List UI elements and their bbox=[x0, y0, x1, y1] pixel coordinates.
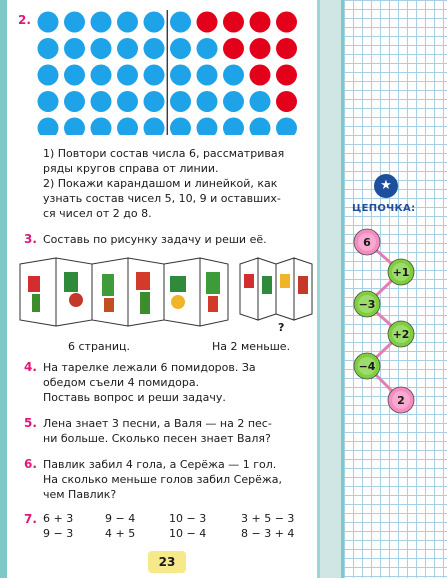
task-4-line-1: На тарелке лежали 6 помидоров. За bbox=[43, 361, 256, 374]
task-2-line-4: узнать состав чисел 5, 10, 9 и оставших- bbox=[43, 192, 281, 205]
task-6-line-1: Павлик забил 4 гола, а Серёжа — 1 гол. bbox=[43, 458, 277, 471]
task-3-line-1: Составь по рисунку задачу и реши её. bbox=[43, 233, 267, 246]
expression: 8 − 3 + 4 bbox=[241, 527, 295, 540]
chain-node bbox=[388, 321, 414, 347]
blue-dot bbox=[64, 118, 85, 136]
expression: 9 − 3 bbox=[43, 527, 74, 540]
blue-dot bbox=[144, 118, 165, 136]
red-dot bbox=[250, 12, 271, 33]
blue-dot bbox=[91, 38, 112, 59]
blue-dot bbox=[64, 38, 85, 59]
blue-dot bbox=[38, 91, 59, 112]
caption-fewer: На 2 меньше. bbox=[212, 340, 291, 353]
blue-dot bbox=[38, 65, 59, 86]
blue-dot bbox=[223, 118, 244, 136]
blue-dot bbox=[170, 91, 191, 112]
blue-dot bbox=[64, 12, 85, 33]
red-dot bbox=[197, 12, 218, 33]
task-6-number: 6. bbox=[24, 457, 37, 471]
task-2-line-1: 1) Повтори состав числа 6, рассматривая bbox=[43, 147, 285, 160]
task-6-line-2: На сколько меньше голов забил Серёжа, bbox=[43, 473, 283, 486]
task-4-line-3: Поставь вопрос и реши задачу. bbox=[43, 391, 226, 404]
chain-node-label: +2 bbox=[392, 328, 410, 341]
blue-dot bbox=[144, 12, 165, 33]
task-5-line-2: ни больше. Сколько песен знает Валя? bbox=[43, 432, 271, 445]
red-dot bbox=[250, 38, 271, 59]
blue-dot bbox=[144, 65, 165, 86]
blue-dot bbox=[250, 91, 271, 112]
expression: 9 − 4 bbox=[105, 512, 136, 525]
blue-dot bbox=[117, 38, 138, 59]
blue-dot bbox=[170, 38, 191, 59]
task-7-number: 7. bbox=[24, 512, 37, 526]
chain-node-label: −3 bbox=[358, 298, 376, 311]
book-illustration bbox=[18, 254, 318, 336]
chain-node bbox=[388, 259, 414, 285]
column-divider bbox=[317, 0, 341, 578]
blue-dot bbox=[38, 118, 59, 136]
chain-node bbox=[354, 291, 380, 317]
blue-dot bbox=[144, 91, 165, 112]
blue-dot bbox=[197, 118, 218, 136]
number-chain bbox=[345, 228, 440, 418]
task-2-line-2: ряды кругов справа от линии. bbox=[43, 162, 219, 175]
question-mark: ? bbox=[278, 321, 285, 334]
task-4-number: 4. bbox=[24, 360, 37, 374]
chain-node bbox=[388, 387, 414, 413]
red-dot bbox=[276, 65, 297, 86]
chain-node bbox=[354, 229, 380, 255]
star-icon: ★ bbox=[374, 174, 398, 198]
blue-dot bbox=[91, 65, 112, 86]
task-6-line-3: чем Павлик? bbox=[43, 488, 117, 501]
blue-dot bbox=[223, 91, 244, 112]
chain-node-label: −4 bbox=[358, 360, 376, 373]
blue-dot bbox=[144, 38, 165, 59]
task-4-line-2: обедом съели 4 помидора. bbox=[43, 376, 200, 389]
chain-node-label: 2 bbox=[397, 394, 405, 407]
blue-dot bbox=[170, 118, 191, 136]
expression: 10 − 3 bbox=[169, 512, 207, 525]
red-dot bbox=[223, 12, 244, 33]
red-dot bbox=[223, 38, 244, 59]
task-3-number: 3. bbox=[24, 232, 37, 246]
task-5-number: 5. bbox=[24, 416, 37, 430]
red-dot bbox=[276, 38, 297, 59]
task-2-line-5: ся чисел от 2 до 8. bbox=[43, 207, 152, 220]
blue-dot bbox=[117, 12, 138, 33]
expression: 4 + 5 bbox=[105, 527, 136, 540]
task-5-line-1: Лена знает 3 песни, а Валя — на 2 пес- bbox=[43, 417, 272, 430]
blue-dot bbox=[197, 38, 218, 59]
red-dot bbox=[250, 65, 271, 86]
chain-node-label: 6 bbox=[363, 236, 371, 249]
blue-dot bbox=[223, 65, 244, 86]
blue-dot bbox=[64, 65, 85, 86]
chain-node bbox=[354, 353, 380, 379]
blue-dot bbox=[250, 118, 271, 136]
expression: 3 + 5 − 3 bbox=[241, 512, 295, 525]
blue-dot bbox=[197, 65, 218, 86]
short-book-picture bbox=[240, 258, 312, 320]
blue-dot bbox=[170, 65, 191, 86]
blue-dot bbox=[117, 91, 138, 112]
blue-dot bbox=[170, 12, 191, 33]
chain-title: ЦЕПОЧКА: bbox=[352, 203, 416, 214]
expression: 6 + 3 bbox=[43, 512, 74, 525]
blue-dot bbox=[117, 65, 138, 86]
task-2-line-3: 2) Покажи карандашом и линейкой, как bbox=[43, 177, 278, 190]
blue-dot bbox=[197, 91, 218, 112]
left-margin-stripe bbox=[0, 0, 7, 578]
blue-dot bbox=[91, 118, 112, 136]
blue-dot bbox=[91, 12, 112, 33]
chain-node-label: +1 bbox=[392, 266, 410, 279]
red-dot bbox=[276, 91, 297, 112]
blue-dot bbox=[64, 91, 85, 112]
blue-dot bbox=[38, 12, 59, 33]
task-2-number: 2. bbox=[18, 13, 31, 27]
red-dot bbox=[276, 12, 297, 33]
long-book-picture bbox=[20, 258, 228, 326]
expression: 10 − 4 bbox=[169, 527, 207, 540]
blue-dot bbox=[38, 38, 59, 59]
dot-array bbox=[36, 10, 308, 135]
caption-pages: 6 страниц. bbox=[68, 340, 130, 353]
blue-dot bbox=[276, 118, 297, 136]
blue-dot bbox=[117, 118, 138, 136]
blue-dot bbox=[91, 91, 112, 112]
page-number: 23 bbox=[148, 551, 186, 573]
